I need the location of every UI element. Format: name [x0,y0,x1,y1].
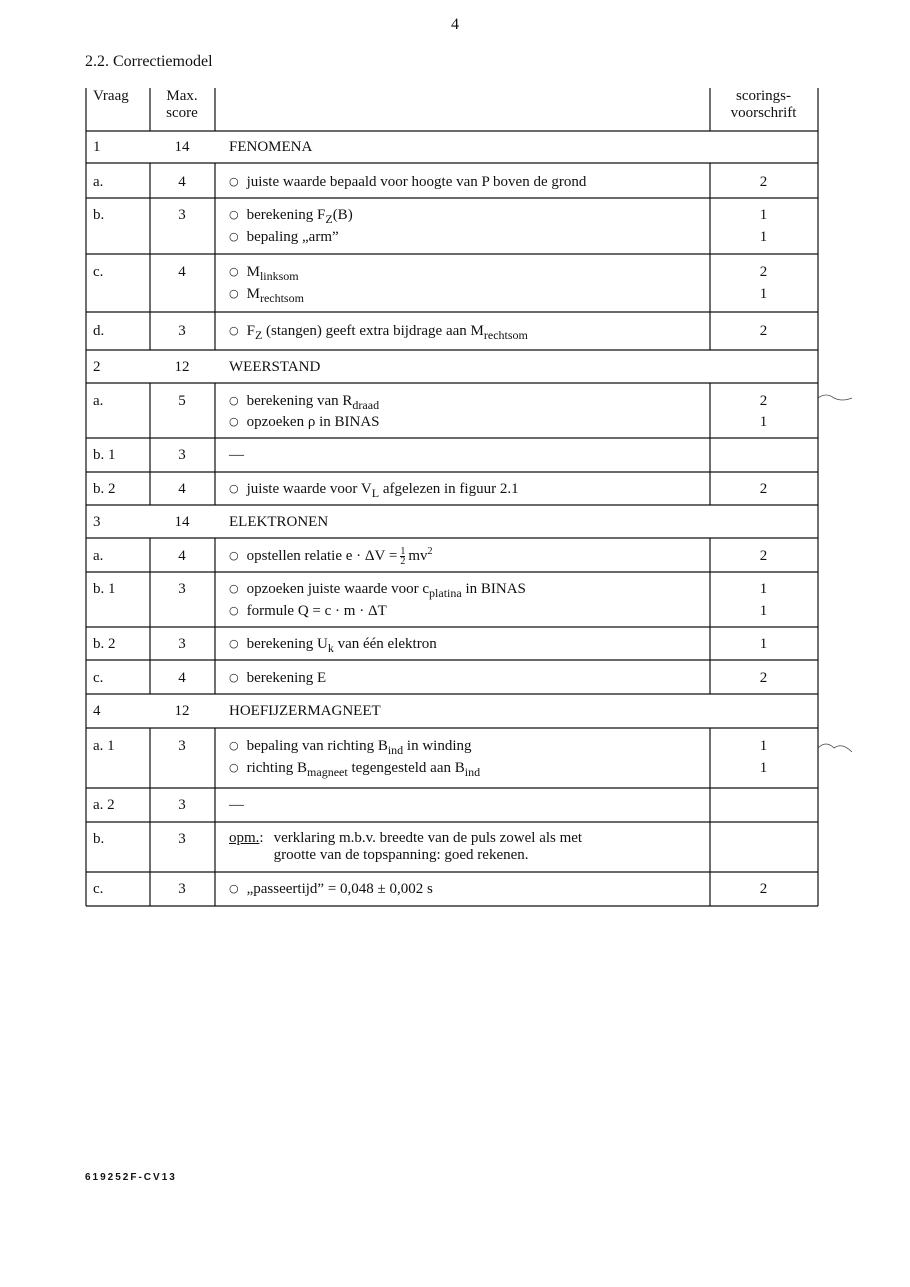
row-score: 14 [174,514,190,530]
row-score: 3 [178,207,186,223]
header-max-score-line1: Max. [166,88,198,104]
criterion-points: 2 [759,670,768,686]
criterion-points: 1 [759,286,768,302]
row-vraag: a. [93,174,104,190]
row-score: 3 [178,738,186,754]
row-vraag: a. 1 [93,738,115,754]
criterion-points: 2 [759,548,768,564]
criterion: ○ $F_Z$ (stangen) geeft extra bijdrage aan $M_{rechtsom}$ [229,323,528,342]
bullet-icon: ○ [229,394,239,407]
criterion: ○ berekening $U_k$ van één elektron [229,636,437,655]
remark-text: verklaring m.b.v. breedte van de puls zowel als met grootte van de topspanning: goed rekenen. [273,830,583,863]
header-scoring-line1: scorings- [736,88,791,104]
row-score: 3 [178,797,186,813]
row-score: 3 [178,636,186,652]
row-score: 12 [174,703,190,719]
criterion-points: 2 [759,174,768,190]
row-score: 3 [178,881,186,897]
criterion: ○ opzoeken ρ in BINAS [229,414,380,430]
row-vraag: c. [93,881,104,897]
header-scoring [710,88,817,122]
section-heading: FENOMENA [229,139,313,155]
row-vraag: 3 [93,514,101,530]
row-vraag: c. [93,670,104,686]
row-score: 12 [174,359,190,375]
bullet-icon: ○ [229,549,239,562]
criterion-points: 1 [759,636,768,652]
bullet-icon: ○ [229,287,239,300]
criterion-points: 1 [759,414,768,430]
row-vraag: b. 1 [93,581,116,597]
row-score: 4 [178,481,186,497]
bullet-icon: ○ [229,415,239,428]
row-score: 4 [178,264,186,280]
bullet-icon: ○ [229,582,239,595]
row-vraag: 1 [93,139,101,155]
row-score: 3 [178,323,186,339]
row-vraag: b. 2 [93,636,116,652]
margin-scribble [818,744,852,752]
criterion: ○ „passeertijd” = 0,048 ± 0,002 s [229,881,433,897]
criterion: ○ juiste waarde voor $V_L$ afgelezen in figuur 2.1 [229,481,519,500]
criterion-points: 1 [759,581,768,597]
page-number: 4 [451,16,459,33]
row-vraag: b. [93,831,105,847]
row-score: 3 [178,447,186,463]
empty-criterion-dash: — [229,447,244,463]
header-max-score [152,88,212,122]
empty-criterion-dash: — [229,797,244,813]
row-score: 4 [178,670,186,686]
row-vraag: c. [93,264,104,280]
criterion: ○ berekening $F_Z(B)$ [229,207,353,226]
criterion: ○ richting $B_{magneet}$ tegengesteld aan $B_{ind}$ [229,760,481,779]
row-vraag: a. 2 [93,797,115,813]
section-heading: WEERSTAND [229,359,321,375]
criterion: ○ berekening van $R_{draad}$ [229,393,380,412]
bullet-icon: ○ [229,604,239,617]
criterion-points: 1 [759,760,768,776]
criterion-points: 2 [759,481,768,497]
row-vraag: b. [93,207,105,223]
footer-code: 619252F-CV13 [85,1172,177,1183]
row-vraag: a. [93,393,104,409]
remark: opm.: verklaring m.b.v. breedte van de puls zowel als met grootte van de topspanning: goed rekenen. [229,830,583,863]
bullet-icon: ○ [229,761,239,774]
row-vraag: b. 2 [93,481,116,497]
criterion-points: 1 [759,207,768,223]
criterion: ○ opstellen relatie e · ΔV = $\frac{1}{2}$ $mv^2$ [229,546,433,567]
bullet-icon: ○ [229,482,239,495]
criterion: ○ $M_{linksom}$ [229,264,299,283]
header-vraag: Vraag [93,88,129,104]
criterion-points: 2 [759,323,768,339]
criterion: ○ formule Q = c · m · ΔT [229,603,387,619]
section-heading: HOEFIJZERMAGNEET [229,703,381,719]
row-score: 14 [174,139,190,155]
bullet-icon: ○ [229,208,239,221]
bullet-icon: ○ [229,637,239,650]
row-vraag: d. [93,323,105,339]
row-score: 5 [178,393,186,409]
criterion: ○ bepaling „arm” [229,229,339,245]
criterion-points: 2 [759,881,768,897]
row-score: 4 [178,174,186,190]
remark-label: opm. [229,830,260,846]
row-score: 4 [178,548,186,564]
fraction-one-half: $\frac{1}{2}$ [400,546,406,567]
criterion: ○ berekening E [229,670,327,686]
criterion-points: 1 [759,738,768,754]
criterion: ○ opzoeken juiste waarde voor $c_{platina}$ in BINAS [229,581,526,600]
row-vraag: 2 [93,359,101,375]
margin-scribble [818,395,852,400]
bullet-icon: ○ [229,739,239,752]
section-title: 2.2. Correctiemodel [85,53,213,70]
bullet-icon: ○ [229,882,239,895]
bullet-icon: ○ [229,324,239,337]
bullet-icon: ○ [229,230,239,243]
row-score: 3 [178,831,186,847]
bullet-icon: ○ [229,175,239,188]
header-scoring-line2: voorschrift [730,105,797,121]
bullet-icon: ○ [229,265,239,278]
bullet-icon: ○ [229,671,239,684]
criterion: ○ bepaling van richting $B_{ind}$ in winding [229,738,472,757]
criterion: ○ $M_{rechtsom}$ [229,286,304,305]
criterion-points: 1 [759,603,768,619]
criterion: ○ juiste waarde bepaald voor hoogte van P boven de grond [229,174,587,190]
header-max-score-line2: score [166,105,198,121]
criterion-points: 2 [759,264,768,280]
criterion-points: 2 [759,393,768,409]
section-heading: ELEKTRONEN [229,514,329,530]
criterion-points: 1 [759,229,768,245]
row-vraag: 4 [93,703,101,719]
row-vraag: b. 1 [93,447,116,463]
row-score: 3 [178,581,186,597]
row-vraag: a. [93,548,104,564]
